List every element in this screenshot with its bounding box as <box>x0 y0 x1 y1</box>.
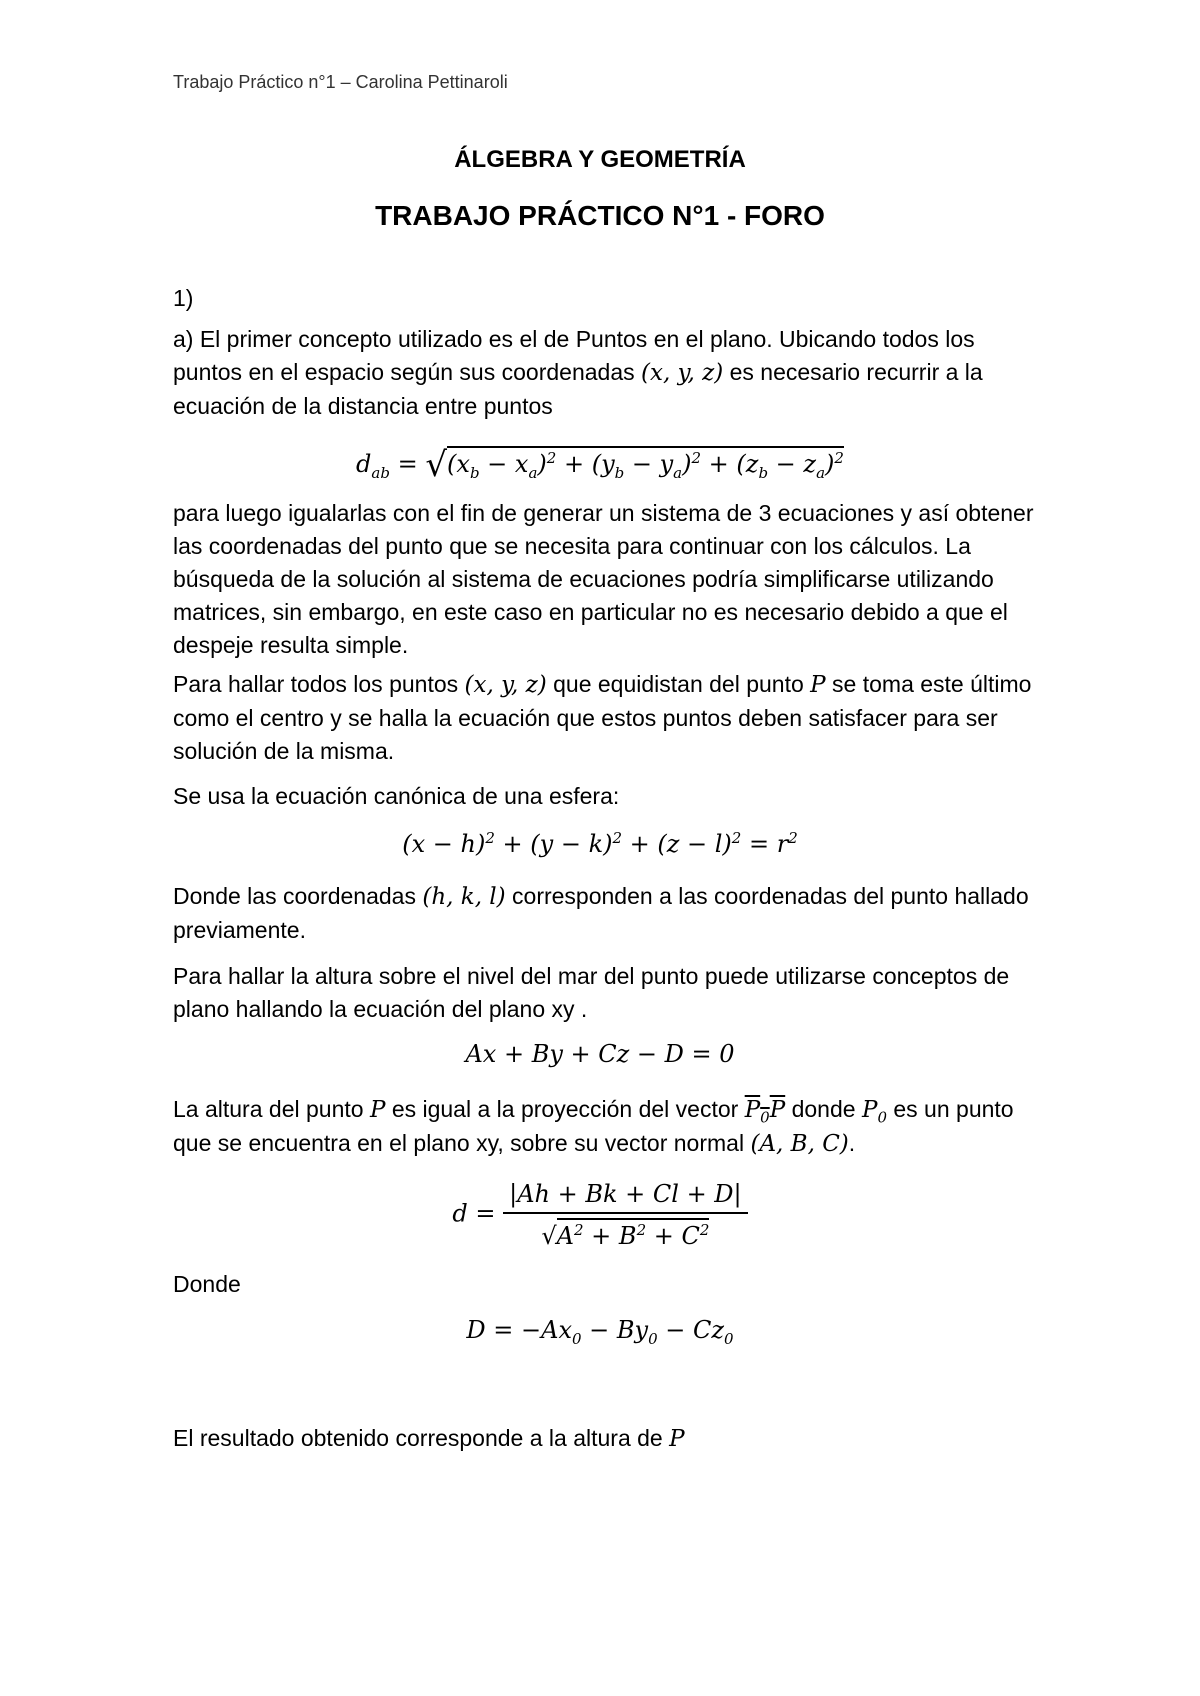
equation-distance-plane <box>0 1180 1200 1250</box>
eq-part: (z <box>736 450 759 478</box>
math-coords: (x, y, z) <box>464 672 547 698</box>
eq-sub: 0 <box>724 1329 734 1348</box>
eq-part: + B <box>583 1222 637 1250</box>
equation-plane: Ax + By + Cz − D = 0 <box>465 1040 735 1068</box>
eq-part: − x <box>479 450 529 478</box>
eq-sub: 0 <box>572 1329 582 1348</box>
eq-part: = <box>397 450 418 478</box>
radicand <box>557 1218 710 1250</box>
eq-exp: 2 <box>691 449 702 467</box>
eq-exp: 2 <box>574 1221 584 1239</box>
vec-part: P <box>769 1097 786 1123</box>
eq-sub: 0 <box>648 1329 658 1348</box>
vec-sub: 0 <box>760 1108 770 1127</box>
eq-part: (y <box>591 450 615 478</box>
eq-part: + (y − k) <box>494 830 613 858</box>
fraction-numerator: |Ah + Bk + Cl + D| <box>503 1180 748 1214</box>
eq-part: − z <box>768 450 817 478</box>
text: es un punto que se encuentra en el plano xy, sobre su vector normal <box>173 1096 1014 1156</box>
eq-part: − By <box>581 1316 649 1344</box>
eq-sub: b <box>469 463 480 482</box>
math-coords: (h, k, l) <box>422 884 506 910</box>
paragraph-center-coords <box>173 880 1043 947</box>
eq-exp: 2 <box>546 449 557 467</box>
text: . <box>848 1130 856 1156</box>
eq-part: + <box>701 450 737 478</box>
eq-lhs: d = <box>452 1199 496 1228</box>
sqrt-symbol: √ <box>541 1222 557 1250</box>
eq-exp: 2 <box>731 829 742 847</box>
eq-sub: b <box>758 463 769 482</box>
eq-sub: a <box>816 463 826 482</box>
eq-sub: ab <box>371 463 390 482</box>
text: es igual a la proyección del vector <box>391 1096 739 1122</box>
text: se toma este último como el centro y se halla la ecuación que estos puntos deben satisfacer para ser solución de la misma. <box>173 671 1032 764</box>
math-point: P <box>369 1097 386 1123</box>
math-point-p0 <box>861 1097 887 1127</box>
eq-exp: 2 <box>612 829 623 847</box>
eq-part: = r <box>741 830 789 858</box>
paragraph-sphere-intro: Se usa la ecuación canónica de una esfera: <box>173 783 620 809</box>
paragraph-result <box>173 1422 1043 1456</box>
eq-part: d <box>356 450 372 478</box>
text: que equidistan del punto <box>553 671 804 697</box>
paragraph-projection <box>173 1093 1043 1161</box>
eq-part: ) <box>825 450 835 478</box>
eq-sub: a <box>673 463 683 482</box>
section-number: 1) <box>173 285 194 311</box>
paragraph-donde: Donde <box>173 1271 241 1297</box>
paragraph-equidistant <box>173 668 1043 768</box>
equation-sphere <box>0 830 1200 858</box>
eq-exp: 2 <box>834 449 844 467</box>
assignment-title: TRABAJO PRÁCTICO N°1 - FORO <box>375 200 825 231</box>
text: donde <box>791 1096 856 1122</box>
math-point: P <box>669 1426 685 1452</box>
eq-part: − y <box>624 450 674 478</box>
eq-sub: a <box>528 463 538 482</box>
eq-part: + C <box>646 1222 700 1250</box>
vec-part: P <box>744 1097 761 1123</box>
eq-part: (x <box>447 450 470 478</box>
text: es necesario recurrir a la ecuación de la distancia entre puntos <box>173 359 983 419</box>
eq-exp: 2 <box>485 829 495 847</box>
radicand <box>447 446 844 482</box>
p0-part: P <box>861 1097 878 1123</box>
eq-part: − Cz <box>657 1316 725 1344</box>
eq-part: + <box>556 450 592 478</box>
text: a) El primer concepto utilizado es el de Puntos en el plano. Ubicando todos los puntos en el espacio según sus coordenadas <box>173 326 975 385</box>
text: Donde las coordenadas <box>173 883 416 909</box>
math-coords: (x, y, z) <box>641 360 724 386</box>
fraction <box>503 1180 748 1250</box>
fraction-denominator <box>503 1214 748 1250</box>
course-title: ÁLGEBRA Y GEOMETRÍA <box>454 146 746 173</box>
eq-part: D = −Ax <box>466 1316 572 1344</box>
eq-part: A <box>556 1222 574 1250</box>
eq-exp: 2 <box>699 1221 710 1239</box>
paragraph-points-intro <box>173 323 1043 423</box>
math-normal: (A, B, C) <box>750 1131 849 1157</box>
eq-part: ) <box>682 450 692 478</box>
text: corresponden a las coordenadas del punto hallado previamente. <box>173 883 1029 943</box>
text: La altura del punto <box>173 1096 364 1122</box>
eq-part: + (z − l) <box>622 830 732 858</box>
eq-exp: 2 <box>788 829 798 847</box>
eq-sub: b <box>614 463 625 482</box>
paragraph-system: para luego igualarlas con el fin de generar un sistema de 3 ecuaciones y así obtener las coordenadas del punto que se necesita para continuar con los cálculos. La búsqueda de la solución al sistema de ecuaciones podría simplificarse utilizando matrices, sin embargo, en este caso en particular no es necesario debido a que el despeje resulta simple. <box>173 500 1034 658</box>
eq-part: (x − h) <box>402 830 486 858</box>
math-vector <box>744 1097 786 1127</box>
eq-exp: 2 <box>636 1221 647 1239</box>
equation-D <box>0 1316 1200 1348</box>
p0-sub: 0 <box>877 1108 887 1127</box>
text: El resultado obtenido corresponde a la altura de <box>173 1425 663 1451</box>
equation-distance <box>0 445 1200 485</box>
eq-part: ) <box>537 450 547 478</box>
sqrt-symbol: √ <box>425 445 448 485</box>
paragraph-plane-intro: Para hallar la altura sobre el nivel del mar del punto puede utilizarse conceptos de plano hallando la ecuación del plano xy . <box>173 963 1010 1022</box>
page-header: Trabajo Práctico n°1 – Carolina Pettinaroli <box>173 72 508 92</box>
text: Para hallar todos los puntos <box>173 671 459 697</box>
math-point: P <box>810 672 826 698</box>
